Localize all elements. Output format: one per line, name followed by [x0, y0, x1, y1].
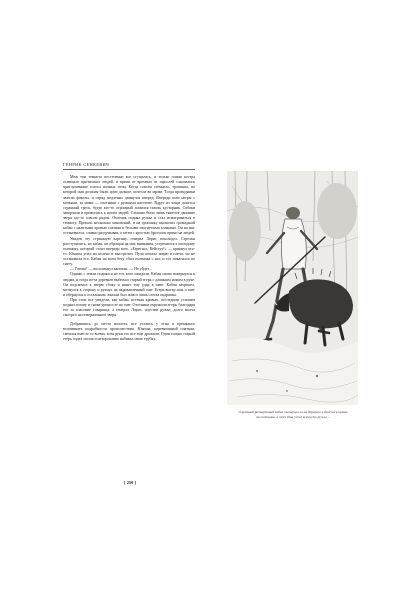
paragraph: Меж тем темнота постепенно все сгущалась, и только пламя костра освещало притихших людей, и время от времени из зарослей слышались приглушенные голоса ночных птиц. Когда совсем стемнело, тропинка, по которой они должны были идти дальше, исчезла во мраке. Тогда проводники зажгли факелы, и отряд медленно двинулся вперед. Впереди шли негры с копьями, за ними — охотники с ружьями наготове. Вдруг из чащи донесся странный треск, будто кто-то огромный ломился сквозь кустарник. Собаки заворчали и прижались к ногам людей. Слышно было лишь тяжелое дыхание зверя где-то совсем рядом. Охотник поднял ружье и стал всматриваться в темноту. Прошло несколько мгновений, и на тропинку выскочил громадный кабан с налитыми кровью глазами и белыми изогнутыми клыками. Он на миг остановился, словно раздумывая, а затем с яростью бросился прямо на людей. [63, 174, 195, 236]
page-number: [ 250 ] [124, 480, 136, 485]
illustration-drawing [227, 171, 358, 405]
running-head: ГЕНРИК СЕНКЕВИЧ [63, 162, 110, 167]
hunting-illustration [227, 171, 358, 405]
paragraph: — Готово! — воскликнул капитан. — Не уйдет... [70, 266, 152, 272]
text-column [63, 174, 195, 341]
paragraph: При этом все увидели, как кабан, истекая кровью, последним усилием поднял голову и снова уронил ее на снег. Охотники окружили егеря, благодаря его за спасение товарища, а генерал Лорис, опустив ружье, долго молча смотрел на поверженного зверя. [63, 297, 195, 318]
paragraph: Однако с земли поднялся не тот, кого ожидали. Кабан снова повернулся к людям, и тогда из-за деревьев выбежал старый егерь с длинным ножом в руке. Он подскочил к зверю сбоку и нанес ему удар в шею. Кабан захрипел, метнулся в сторону и рухнул на окровавленный снег. Егерь вытер нож о снег и обернулся к остальным: юноша был жив и лишь слегка оцарапан. [63, 271, 195, 297]
paragraph: Добравшись до места ночлега, все уселись у огня и принялись вспоминать подробности происшествия. Юноша, перевязанный платком, смеялся вместе со всеми, хотя руки его все еще дрожали. Один только старый егерь сидел молча и неторопливо набивал свою трубку. [63, 320, 195, 341]
paragraph: Увидев эту страшную картину, генерал Лорис похолодел. Стрелки расступились, но кабан, не обращая на них внимания, устремился к молодому охотнику, который стоял впереди всех. «Берегись, Кейстут!» — крикнул кто-то. Юноша упал на колено и выстрелил. Пуля попала зверю в плечо, но не остановила его. Кабан на всем бегу сбил охотника с ног, и тот покатился по снегу. [63, 235, 195, 267]
illustration-caption: Огромный разъяренный кабан вынырнул из-за деревьев и бросился прямо на охотника, а тот едва успел вскинуть ружье... [238, 410, 348, 419]
header-rule [63, 169, 195, 170]
